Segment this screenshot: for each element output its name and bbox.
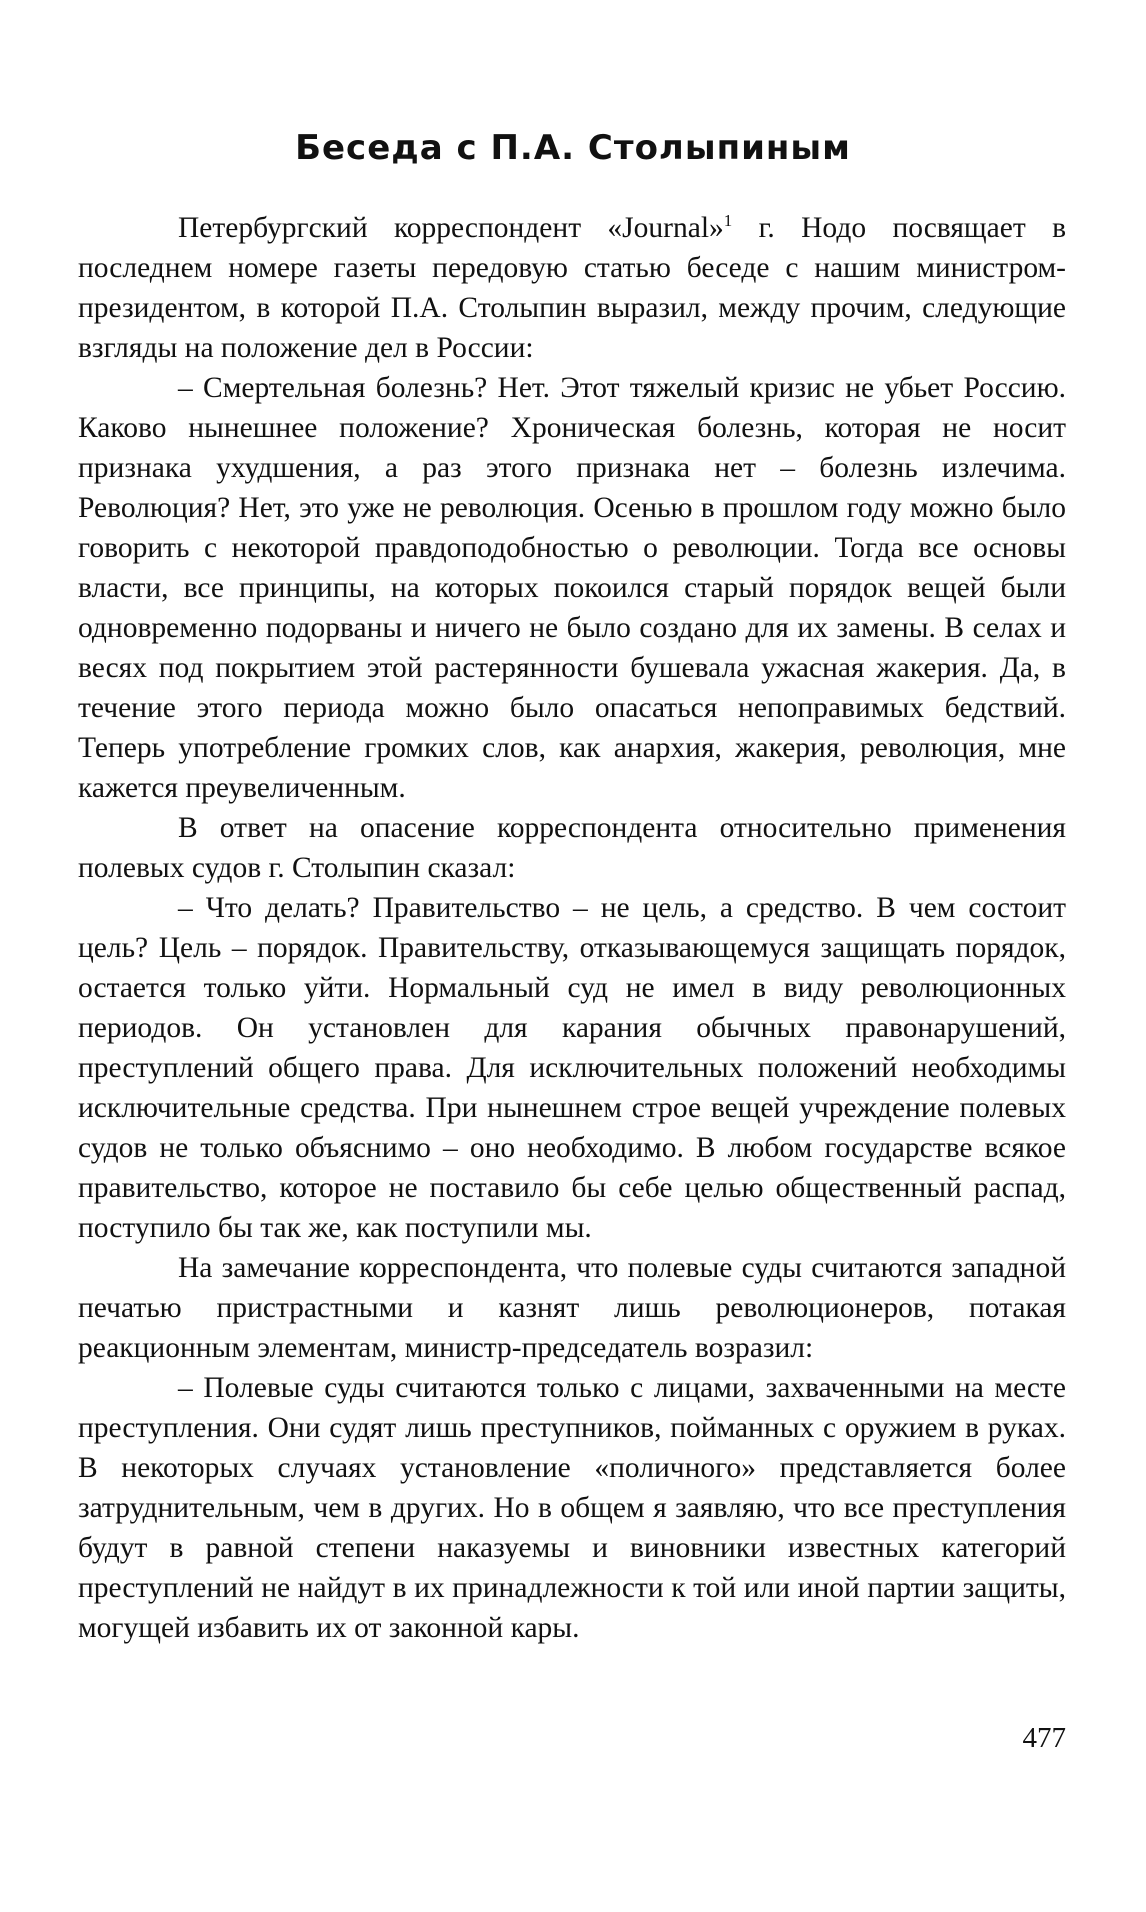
paragraph-1 bbox=[78, 208, 1066, 368]
paragraph-2: – Смертельная болезнь? Нет. Этот тяжелый кризис не убьет Россию. Каково нынешнее положение? Хроническая болезнь, которая не носит признака ухудшения, а раз этого признака нет – болезнь излечима. Революция? Нет, это уже не революция. Осенью в прошлом году можно было говорить с некоторой правдоподобностью о революции. Тогда все основы власти, все принципы, на которых покоился старый порядок вещей были одновременно подорваны и ничего не было создано для их замены. В селах и весях под покрытием этой растерянности бушевала ужасная жакерия. Да, в течение этого периода можно было опасаться непоправимых бедствий. Теперь употребление громких слов, как анархия, жакерия, революция, мне кажется преувеличенным. bbox=[78, 372, 1066, 804]
paragraph-3: В ответ на опасение корреспондента относительно применения полевых судов г. Столыпин сказал: bbox=[78, 812, 1066, 884]
body-text bbox=[78, 208, 1066, 1648]
page-number: 477 bbox=[1022, 1722, 1066, 1754]
paragraph-6: – Полевые суды считаются только с лицами, захваченными на месте преступления. Они судят лишь преступников, пойманных с оружием в руках. В некоторых случаях установление «поличного» представляется более затруднительным, чем в других. Но в общем я заявляю, что все преступления будут в равной степени наказуемы и виновники известных категорий преступлений не найдут в их принадлежности к той или иной партии защиты, могущей избавить их от законной кары. bbox=[78, 1372, 1066, 1644]
paragraph-1-rest: г. Нодо посвящает в последнем номере газеты передовую статью беседе с нашим министром-президентом, в которой П.А. Столыпин выразил, между прочим, следующие взгляды на положение дел в России: bbox=[78, 212, 1066, 364]
footnote-reference[interactable]: 1 bbox=[723, 211, 733, 231]
paragraph-1-start: Петербургский корреспондент «Journal» bbox=[178, 212, 724, 244]
chapter-title: Беседа с П.А. Столыпиным bbox=[295, 128, 851, 168]
paragraph-4: – Что делать? Правительство – не цель, а средство. В чем состоит цель? Цель – порядок. Правительству, отказывающемуся защищать порядок, остается только уйти. Нормальный суд не имел в виду революционных периодов. Он установлен для карания обычных правонарушений, преступлений общего права. Для исключительных положений необходимы исключительные средства. При нынешнем строе вещей учреждение полевых судов не только объяснимо – оно необходимо. В любом государстве всякое правительство, которое не поставило бы себе целью общественный распад, поступило бы так же, как поступили мы. bbox=[78, 892, 1066, 1244]
paragraph-5: На замечание корреспондента, что полевые суды считаются западной печатью пристрастными и казнят лишь революционеров, потакая реакционным элементам, министр-председатель возразил: bbox=[78, 1252, 1066, 1364]
